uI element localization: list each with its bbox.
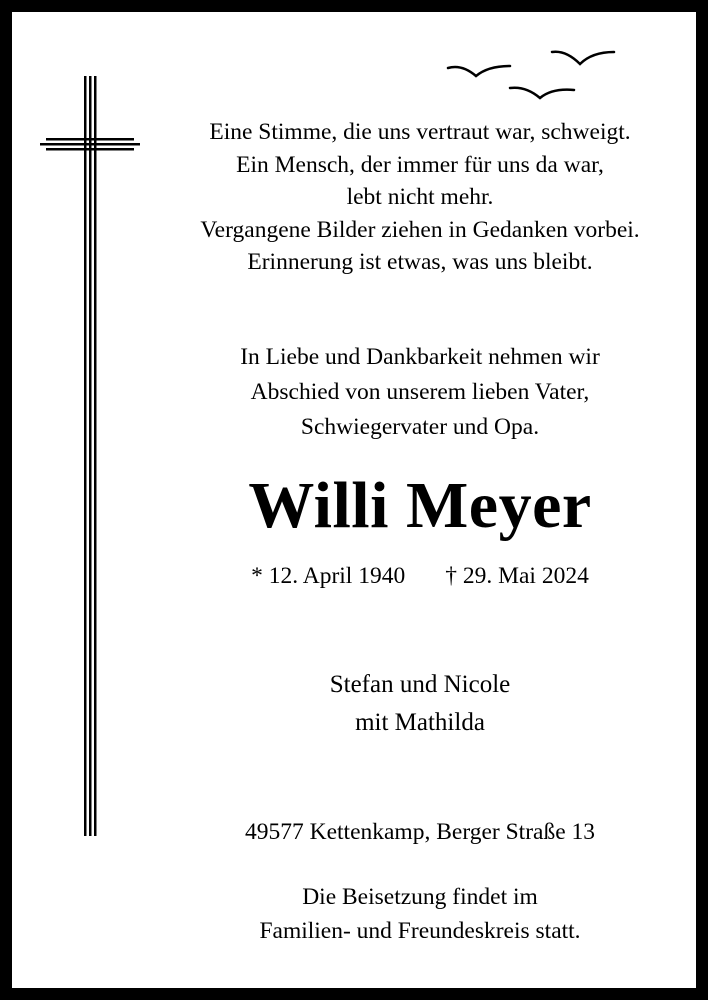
poem-line: Eine Stimme, die uns vertraut war, schweigt.: [209, 119, 631, 145]
poem-line: Vergangene Bilder ziehen in Gedanken vorbei.: [200, 216, 640, 243]
mourner-line: Stefan und Nicole: [329, 671, 511, 698]
farewell-line: Abschied von unserem lieben Vater,: [250, 379, 590, 405]
birth-date: * 12. April 1940: [251, 563, 406, 589]
burial-note: [150, 880, 690, 948]
farewell-line: In Liebe und Dankbarkeit nehmen wir: [240, 344, 600, 370]
farewell-text: [150, 340, 690, 445]
poem-line: lebt nicht mehr.: [346, 184, 494, 210]
address: 49577 Kettenkamp, Berger Straße 13: [244, 819, 596, 845]
poem-line: Ein Mensch, der immer für uns da war,: [236, 151, 604, 178]
poem: [150, 116, 690, 279]
burial-line: Die Beisetzung findet im: [302, 884, 538, 910]
life-dates: [150, 560, 690, 592]
birds-icon: [440, 40, 630, 110]
mourners: [150, 666, 690, 742]
deceased-name: Willi Meyer: [248, 469, 592, 542]
farewell-line: Schwiegervater und Opa.: [300, 414, 540, 440]
mourner-line: mit Mathilda: [355, 709, 485, 736]
death-date: † 29. Mai 2024: [445, 563, 589, 589]
cross-icon: [36, 76, 144, 836]
burial-line: Familien- und Freundeskreis statt.: [259, 918, 581, 944]
poem-line: Erinnerung ist etwas, was uns bleibt.: [247, 249, 593, 275]
